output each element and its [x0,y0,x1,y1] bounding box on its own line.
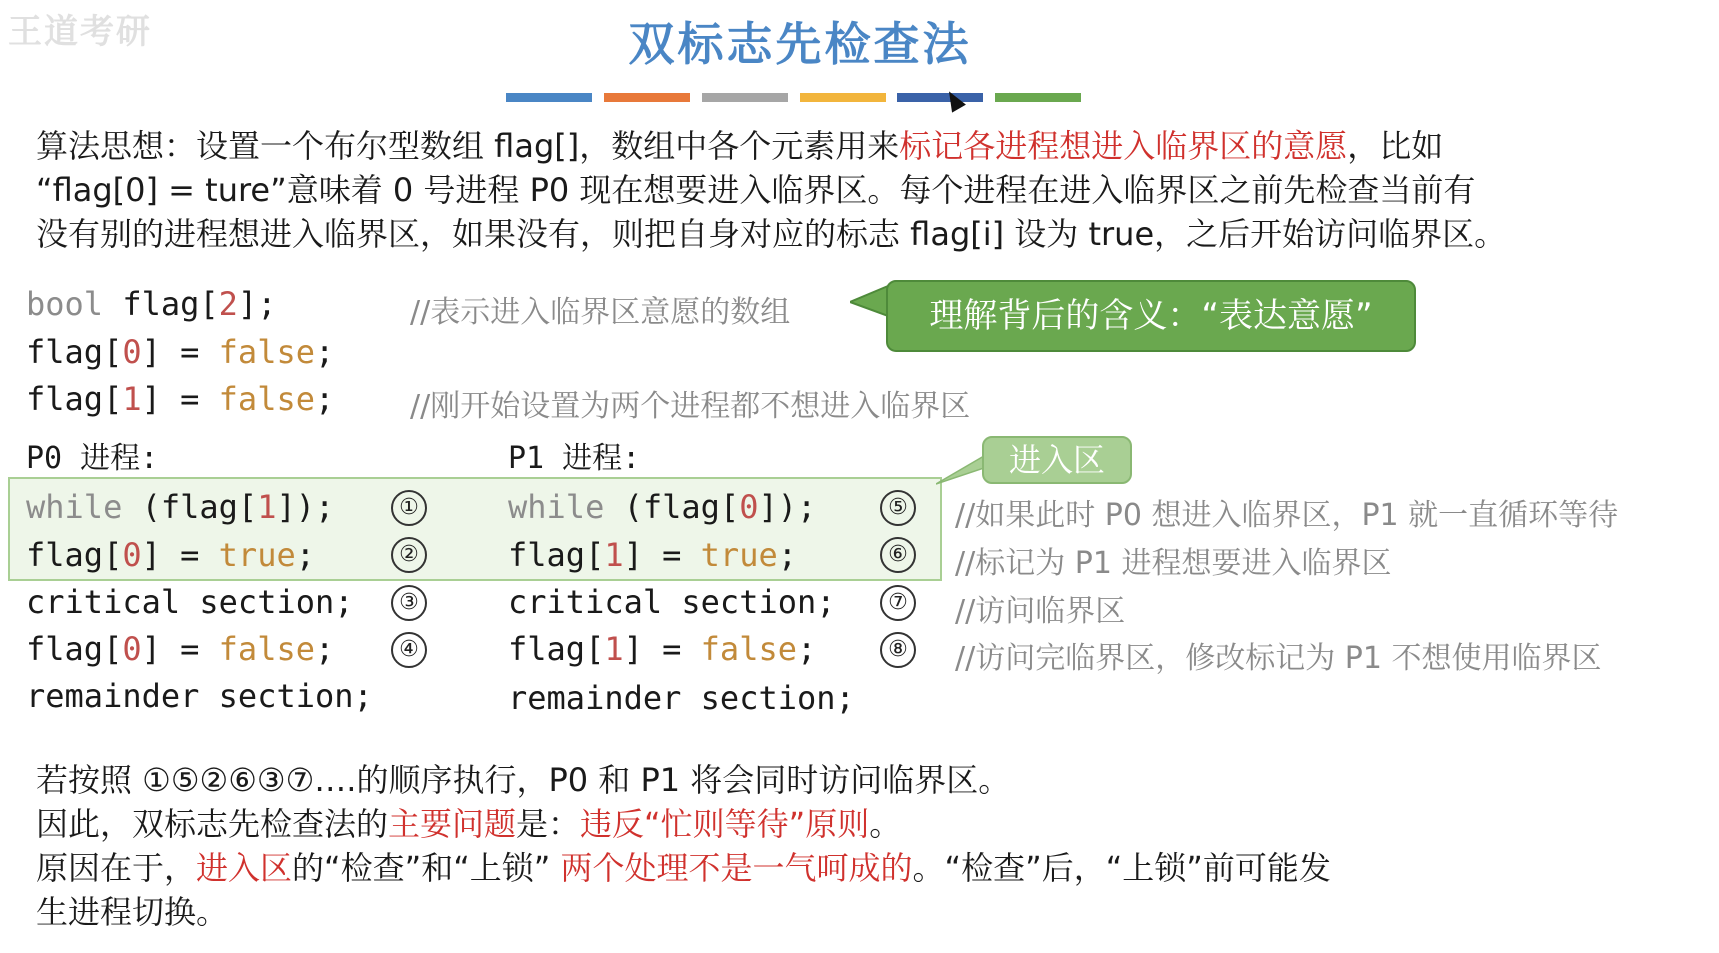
p1-while-line: while (flag[0]); [508,488,817,526]
p0-set-line: flag[0] = true; [26,536,315,574]
p0-while-line: while (flag[1]); [26,488,335,526]
conclusion-line-3: 原因在于，进入区的“检查”和“上锁” 两个处理不是一气呵成的。“检查”后，“上锁”前可能发 [36,849,1331,887]
p1-comment-3: //访问临界区 [955,594,1126,629]
intro-line-3: 没有别的进程想进入临界区，如果没有，则把自身对应的标志 flag[i] 设为 true，之后开始访问临界区。 [36,215,1507,253]
p0-header: P0 进程: [26,441,159,476]
color-bar-2 [604,93,690,102]
step-marker-2: ② [391,537,427,573]
conclusion-line-1: 若按照 ①⑤②⑥③⑦….的顺序执行，P0 和 P1 将会同时访问临界区。 [36,761,1011,799]
step-marker-7: ⑦ [880,585,916,621]
color-bar-4 [800,93,886,102]
p1-comment-2: //标记为 P1 进程想要进入临界区 [955,546,1392,581]
p0-remainder-line: remainder section; [26,677,373,715]
conclusion-line-2: 因此，双标志先检查法的主要问题是：违反“忙则等待”原则。 [36,805,902,843]
step-marker-8: ⑧ [880,632,916,668]
step-marker-1: ① [391,490,427,526]
intro-line-2: “flag[0] = ture”意味着 0 号进程 P0 现在想要进入临界区。每个进程在进入临界区之前先检查当前有 [36,171,1476,209]
p0-reset-line: flag[0] = false; [26,630,335,668]
p1-reset-line: flag[1] = false; [508,630,817,668]
decl-comment-3: //刚开始设置为两个进程都不想进入临界区 [410,389,971,424]
p1-set-line: flag[1] = true; [508,536,797,574]
p1-critical-line: critical section; [508,583,836,621]
decl-comment-1: //表示进入临界区意愿的数组 [410,295,791,330]
step-marker-3: ③ [391,585,427,621]
color-bar-6 [995,93,1081,102]
decl-line-1: bool flag[2]; [26,285,277,323]
conclusion-paragraph [36,758,1656,934]
page-title: 双标志先检查法 [628,17,972,71]
p1-comment-1: //如果此时 P0 想进入临界区，P1 就一直循环等待 [955,498,1619,533]
step-marker-5: ⑤ [880,490,916,526]
decl-line-2: flag[0] = false; [26,333,335,371]
watermark-logo: 王道考研 [8,12,152,52]
step-marker-6: ⑥ [880,537,916,573]
intro-paragraph [36,124,1656,256]
p1-comment-4: //访问完临界区，修改标记为 P1 不想使用临界区 [955,641,1602,676]
intro-line-1: 算法思想：设置一个布尔型数组 flag[]，数组中各个元素用来标记各进程想进入临界区的意愿，比如 [36,127,1444,165]
color-bar-3 [702,93,788,102]
callout-meaning: 理解背后的含义：“表达意愿” [886,280,1416,352]
entry-callout-pointer [936,456,986,486]
mouse-cursor-icon [942,87,966,112]
color-bar-5 [897,93,983,102]
p0-critical-line: critical section; [26,583,354,621]
decl-line-3: flag[1] = false; [26,380,335,418]
callout-entry: 进入区 [982,436,1132,484]
step-marker-4: ④ [391,632,427,668]
p1-header: P1 进程: [508,441,641,476]
callout-pointer [850,282,890,322]
p1-remainder-line: remainder section; [508,679,855,717]
conclusion-line-4: 生进程切换。 [36,893,229,931]
color-bar-1 [506,93,592,102]
